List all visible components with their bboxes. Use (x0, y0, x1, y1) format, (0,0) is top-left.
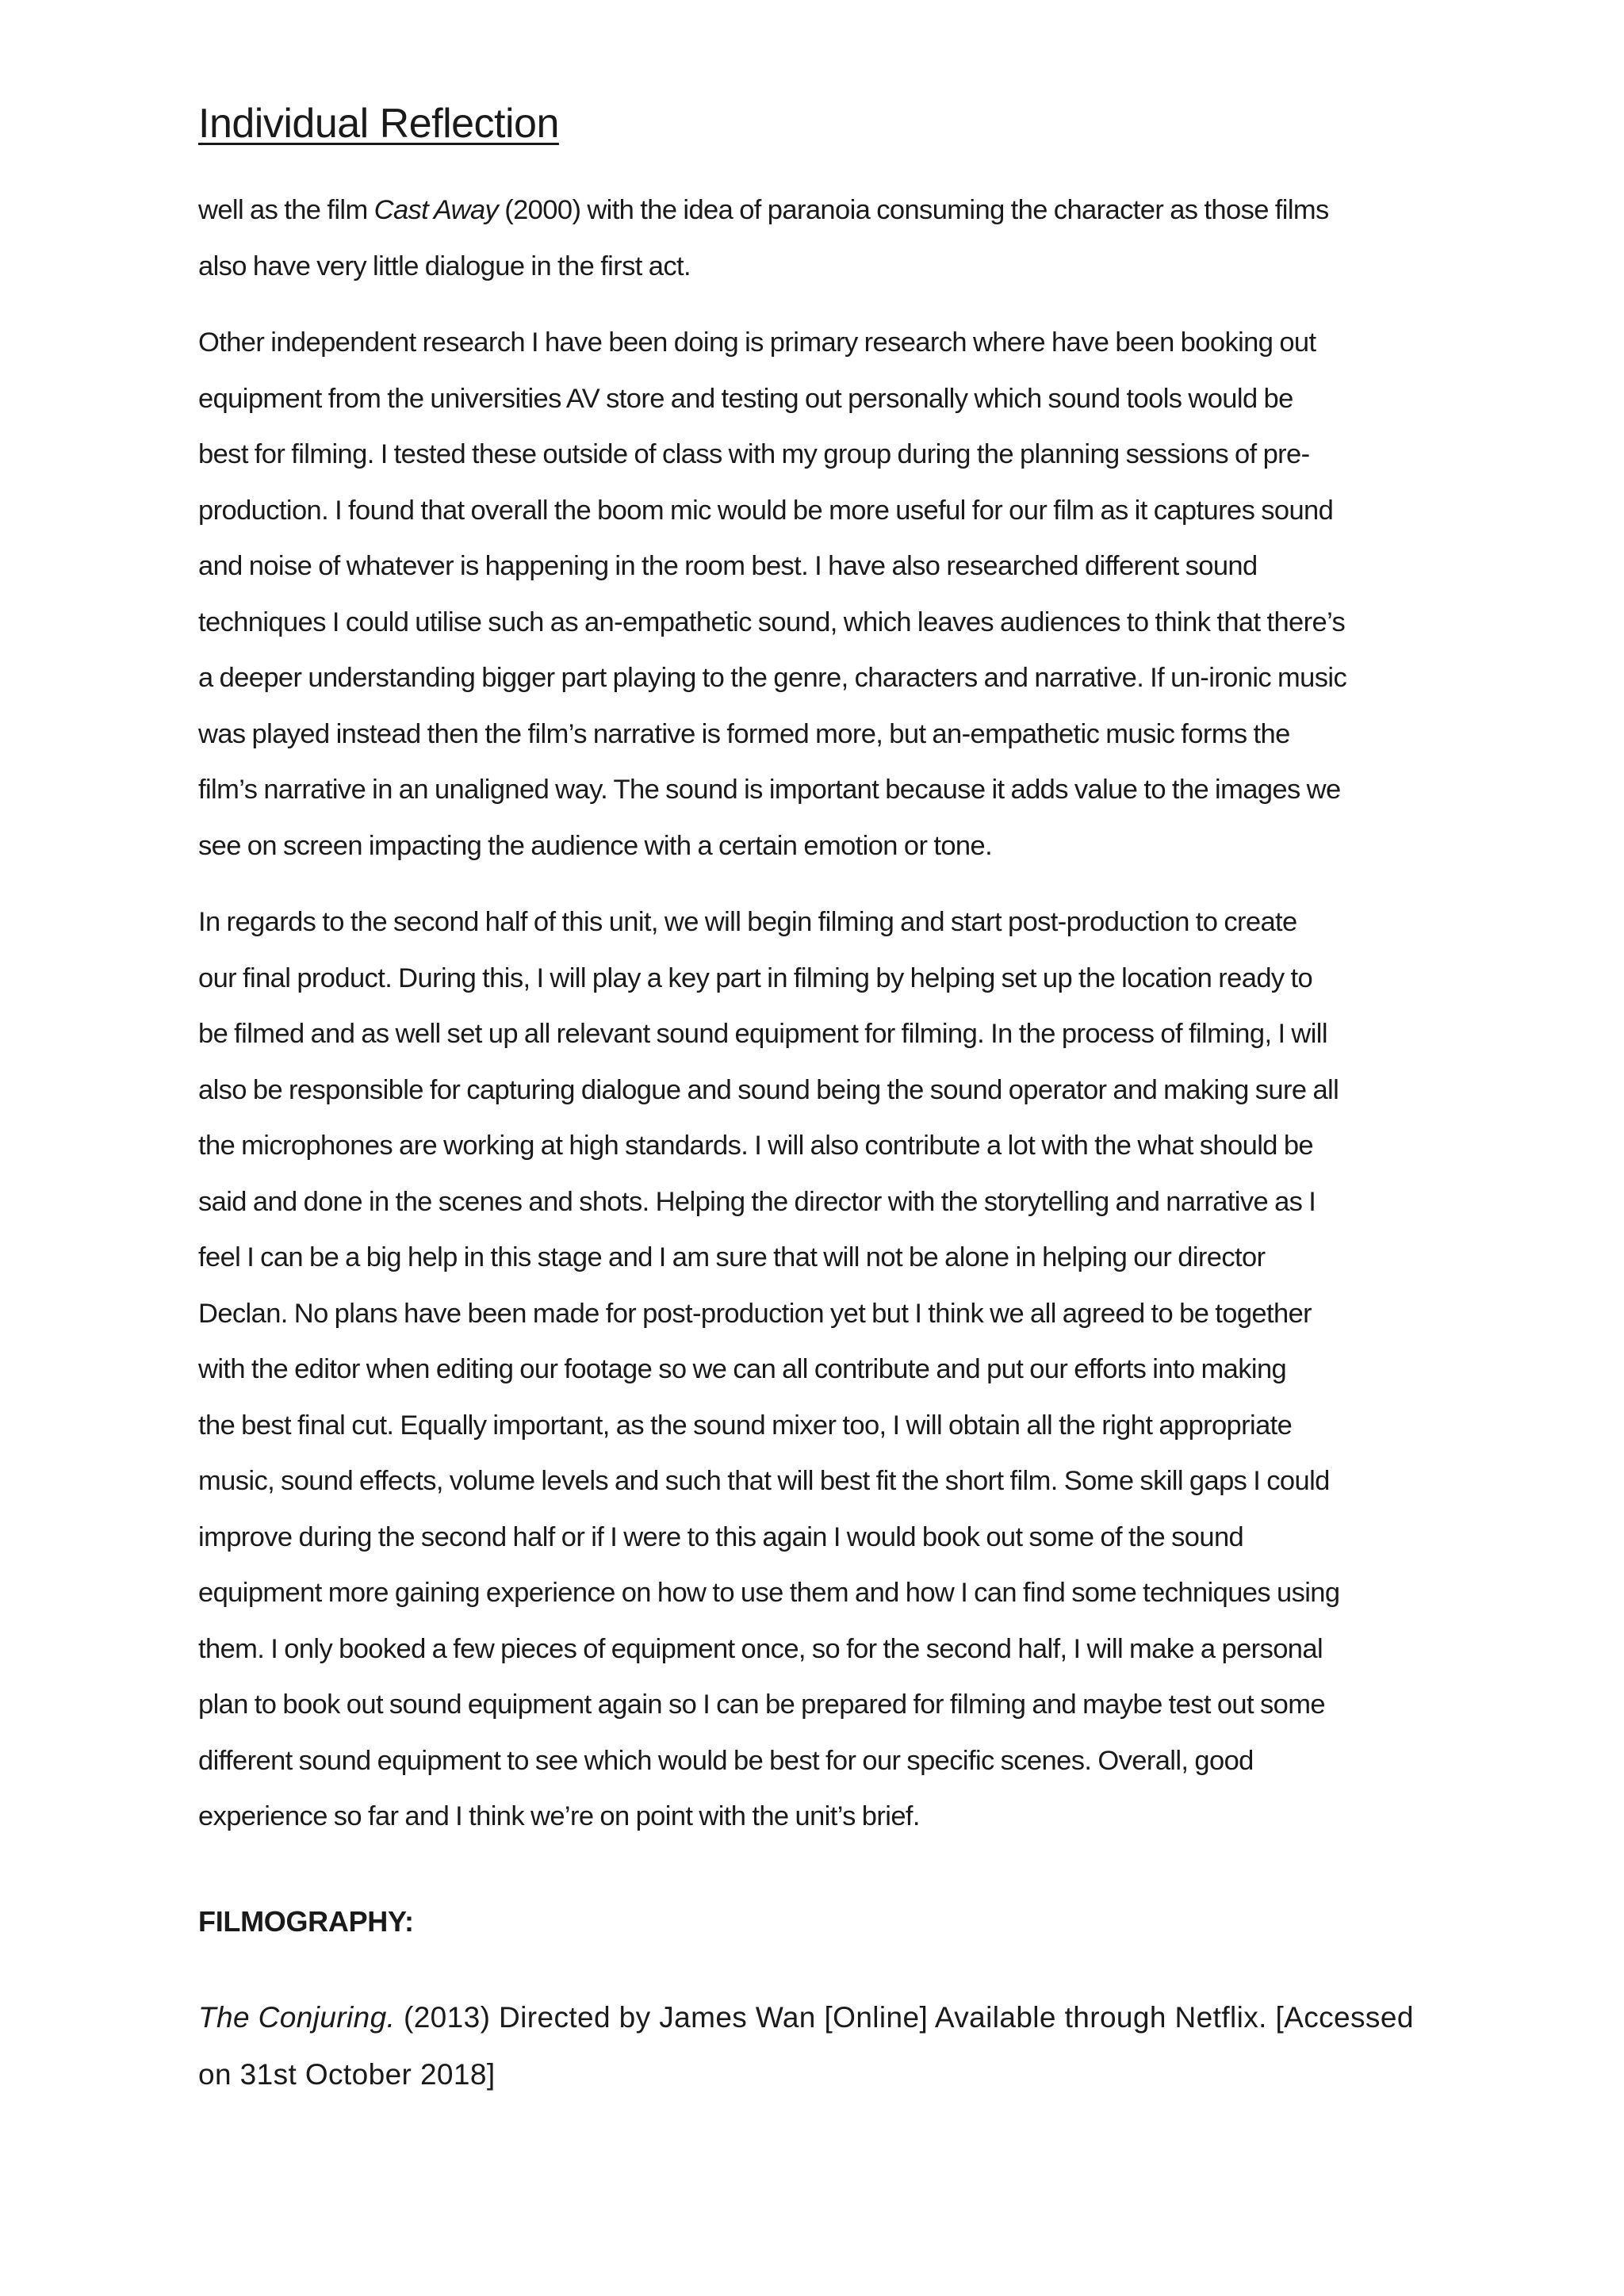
reference-line (198, 1989, 1443, 2046)
paragraph-line: our final product. During this, I will play a key part in filming by helping set up the location ready to (198, 962, 1313, 993)
paragraph-line: see on screen impacting the audience with a certain emotion or tone. (198, 830, 993, 861)
film-title-cast-away: Cast Away (373, 195, 499, 225)
text-run: (2000) with the idea of paranoia consuming the character as those films (498, 195, 1329, 225)
paragraph-line: music, sound effects, volume levels and such that will best fit the short film. Some skill gaps I could (198, 1466, 1330, 1496)
paragraph-line: also be responsible for capturing dialogue and sound being the sound operator and making sure all (198, 1074, 1339, 1105)
paragraph-line: different sound equipment to see which would be best for our specific scenes. Overall, good (198, 1745, 1254, 1776)
paragraph-line: feel I can be a big help in this stage and I am sure that will not be alone in helping our director (198, 1242, 1266, 1272)
paragraph-line: production. I found that overall the boom mic would be more useful for our film as it captures sound (198, 495, 1334, 526)
document-page (198, 95, 1443, 2103)
paragraph-line: techniques I could utilise such as an-empathetic sound, which leaves audiences to think that there’s (198, 607, 1346, 637)
paragraph-line: Declan. No plans have been made for post-production yet but I think we all agreed to be together (198, 1298, 1312, 1329)
paragraph-line: improve during the second half or if I were to this again I would book out some of the sound (198, 1521, 1244, 1552)
paragraph-2 (198, 315, 1443, 874)
film-title-the-conjuring: The Conjuring. (198, 2000, 396, 2034)
paragraph-line: film’s narrative in an unaligned way. The sound is important because it adds value to the images we (198, 775, 1341, 805)
page-title: Individual Reflection (198, 101, 559, 147)
paragraph-line: them. I only booked a few pieces of equipment once, so for the second half, I will make a personal (198, 1633, 1323, 1664)
paragraph-line (198, 182, 1443, 239)
paragraph-line: the best final cut. Equally important, as the sound mixer too, I will obtain all the right appropriate (198, 1410, 1293, 1441)
paragraph-line: and noise of whatever is happening in the room best. I have also researched different sound (198, 551, 1258, 581)
paragraph-line: best for filming. I tested these outside of class with my group during the planning sessions of pre- (198, 439, 1310, 469)
paragraph-3 (198, 894, 1443, 1845)
filmography-entry (198, 1989, 1443, 2103)
filmography-heading: FILMOGRAPHY: (198, 1904, 414, 1938)
paragraph-line: also have very little dialogue in the first act. (198, 251, 691, 281)
paragraph-line: Other independent research I have been doing is primary research where have been booking out (198, 327, 1316, 358)
paragraph-line: with the editor when editing our footage so we can all contribute and put our efforts into making (198, 1354, 1287, 1384)
paragraph-line: plan to book out sound equipment again so I can be prepared for filming and maybe test out some (198, 1689, 1325, 1720)
paragraph-line: said and done in the scenes and shots. Helping the director with the storytelling and narrative as I (198, 1186, 1316, 1217)
text-run: (2013) Directed by James Wan [Online] Available through Netflix. [Accessed (395, 2000, 1414, 2034)
text-run: well as the film (198, 195, 374, 225)
paragraph-line: In regards to the second half of this unit, we will begin filming and start post-production to create (198, 907, 1297, 937)
paragraph-line: experience so far and I think we’re on point with the unit’s brief. (198, 1801, 920, 1831)
paragraph-line: equipment more gaining experience on how to use them and how I can find some techniques using (198, 1578, 1340, 1608)
paragraph-1 (198, 182, 1443, 294)
paragraph-line: equipment from the universities AV store and testing out personally which sound tools would be (198, 383, 1293, 414)
reference-line: on 31st October 2018] (198, 2057, 496, 2091)
paragraph-line: was played instead then the film’s narrative is formed more, but an-empathetic music forms the (198, 718, 1290, 749)
paragraph-line: be filmed and as well set up all relevant sound equipment for filming. In the process of filming, I will (198, 1019, 1327, 1049)
paragraph-line: a deeper understanding bigger part playing to the genre, characters and narrative. If un-ironic music (198, 663, 1347, 693)
paragraph-line: the microphones are working at high standards. I will also contribute a lot with the what should be (198, 1131, 1314, 1161)
